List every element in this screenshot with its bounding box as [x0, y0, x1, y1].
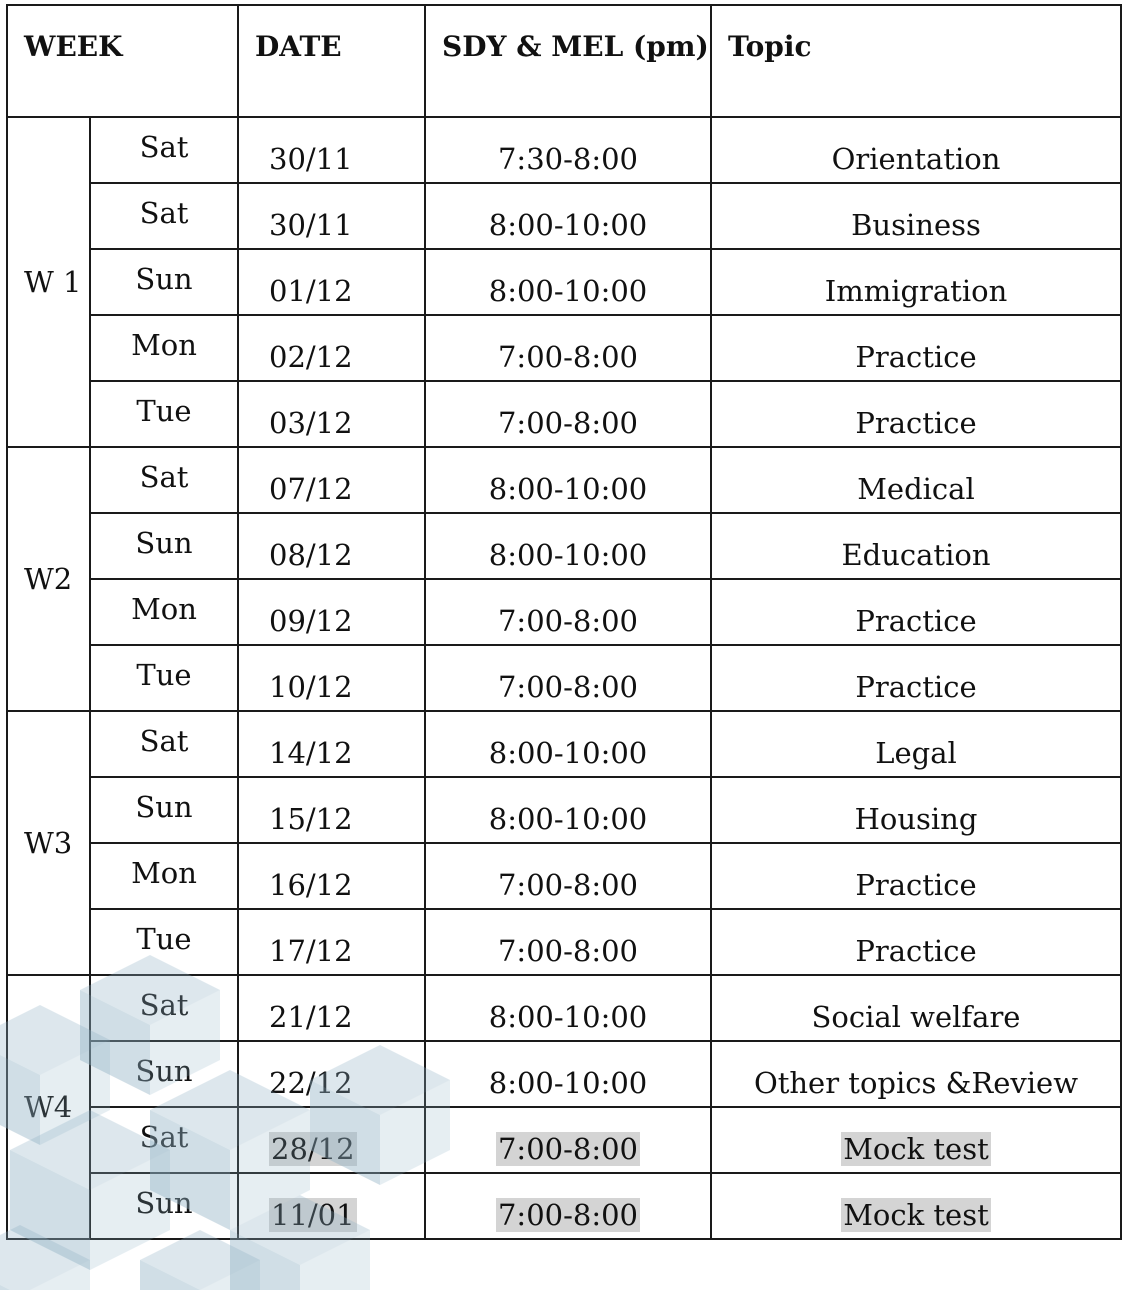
date-cell: 21/12 [238, 975, 425, 1041]
topic-cell-highlight: Mock test [843, 1132, 989, 1166]
topic-cell: Medical [711, 447, 1121, 513]
table-header [7, 5, 1121, 117]
date-cell: 07/12 [238, 447, 425, 513]
date-cell [238, 1173, 425, 1239]
watermark-cube-face [140, 1260, 200, 1290]
table-row [7, 645, 1121, 711]
table-row [7, 909, 1121, 975]
time-cell: 7:00-8:00 [425, 645, 711, 711]
time-cell: 8:00-10:00 [425, 249, 711, 315]
time-cell: 7:00-8:00 [425, 315, 711, 381]
time-cell: 8:00-10:00 [425, 975, 711, 1041]
topic-cell [711, 1107, 1121, 1173]
date-cell: 14/12 [238, 711, 425, 777]
time-cell: 7:00-8:00 [425, 579, 711, 645]
table-row [7, 777, 1121, 843]
table-row [7, 579, 1121, 645]
table-row [7, 381, 1121, 447]
week-label: W2 [7, 447, 90, 711]
date-cell: 30/11 [238, 117, 425, 183]
day-cell: Sat [90, 1107, 238, 1173]
date-cell-highlight: 11/01 [271, 1198, 355, 1232]
date-cell [238, 1107, 425, 1173]
table-row [7, 117, 1121, 183]
table-body [7, 117, 1121, 1239]
topic-cell: Social welfare [711, 975, 1121, 1041]
header-row [7, 5, 1121, 117]
day-cell: Sun [90, 1041, 238, 1107]
date-cell: 08/12 [238, 513, 425, 579]
header-date: DATE [238, 5, 425, 117]
table-row [7, 249, 1121, 315]
day-cell: Tue [90, 909, 238, 975]
table-row [7, 975, 1121, 1041]
day-cell: Sat [90, 117, 238, 183]
topic-cell: Housing [711, 777, 1121, 843]
week-label: W4 [7, 975, 90, 1239]
table-row [7, 447, 1121, 513]
day-cell: Sat [90, 183, 238, 249]
table-row [7, 1041, 1121, 1107]
day-cell: Sun [90, 249, 238, 315]
time-cell: 8:00-10:00 [425, 1041, 711, 1107]
table-row [7, 183, 1121, 249]
schedule-table [6, 4, 1122, 1240]
watermark-cube-face [20, 1260, 90, 1290]
header-week: WEEK [7, 5, 238, 117]
topic-cell: Practice [711, 843, 1121, 909]
time-cell-highlight: 7:00-8:00 [497, 1132, 639, 1166]
week-label: W3 [7, 711, 90, 975]
time-cell: 7:00-8:00 [425, 843, 711, 909]
topic-cell: Practice [711, 381, 1121, 447]
table-row [7, 1173, 1121, 1239]
topic-cell: Immigration [711, 249, 1121, 315]
topic-cell: Business [711, 183, 1121, 249]
day-cell: Mon [90, 315, 238, 381]
time-cell: 7:30-8:00 [425, 117, 711, 183]
week-label: W 1 [7, 117, 90, 447]
day-cell: Sat [90, 711, 238, 777]
table-row [7, 1107, 1121, 1173]
time-cell: 8:00-10:00 [425, 711, 711, 777]
time-cell: 8:00-10:00 [425, 447, 711, 513]
watermark-cube-face [0, 1260, 20, 1290]
time-cell: 8:00-10:00 [425, 777, 711, 843]
date-cell: 22/12 [238, 1041, 425, 1107]
header-time: SDY & MEL (pm) [425, 5, 711, 117]
topic-cell: Legal [711, 711, 1121, 777]
day-cell: Mon [90, 843, 238, 909]
topic-cell: Practice [711, 315, 1121, 381]
day-cell: Sat [90, 447, 238, 513]
time-cell: 8:00-10:00 [425, 183, 711, 249]
table-row [7, 315, 1121, 381]
date-cell: 01/12 [238, 249, 425, 315]
day-cell: Sun [90, 777, 238, 843]
time-cell: 7:00-8:00 [425, 909, 711, 975]
date-cell: 15/12 [238, 777, 425, 843]
topic-cell-highlight: Mock test [843, 1198, 989, 1232]
topic-cell: Education [711, 513, 1121, 579]
day-cell: Sun [90, 513, 238, 579]
topic-cell: Orientation [711, 117, 1121, 183]
watermark-cube-face [200, 1260, 260, 1290]
time-cell-highlight: 7:00-8:00 [497, 1198, 639, 1232]
table-row [7, 843, 1121, 909]
topic-cell: Practice [711, 579, 1121, 645]
day-cell: Tue [90, 381, 238, 447]
day-cell: Sat [90, 975, 238, 1041]
time-cell [425, 1173, 711, 1239]
topic-cell: Practice [711, 909, 1121, 975]
topic-cell: Other topics &Review [711, 1041, 1121, 1107]
time-cell: 7:00-8:00 [425, 381, 711, 447]
topic-cell [711, 1173, 1121, 1239]
date-cell: 17/12 [238, 909, 425, 975]
table-row [7, 711, 1121, 777]
header-topic: Topic [711, 5, 1121, 117]
date-cell-highlight: 28/12 [271, 1132, 355, 1166]
date-cell: 16/12 [238, 843, 425, 909]
date-cell: 10/12 [238, 645, 425, 711]
time-cell [425, 1107, 711, 1173]
date-cell: 30/11 [238, 183, 425, 249]
day-cell: Tue [90, 645, 238, 711]
table-row [7, 513, 1121, 579]
date-cell: 09/12 [238, 579, 425, 645]
date-cell: 03/12 [238, 381, 425, 447]
time-cell: 8:00-10:00 [425, 513, 711, 579]
date-cell: 02/12 [238, 315, 425, 381]
day-cell: Sun [90, 1173, 238, 1239]
topic-cell: Practice [711, 645, 1121, 711]
day-cell: Mon [90, 579, 238, 645]
